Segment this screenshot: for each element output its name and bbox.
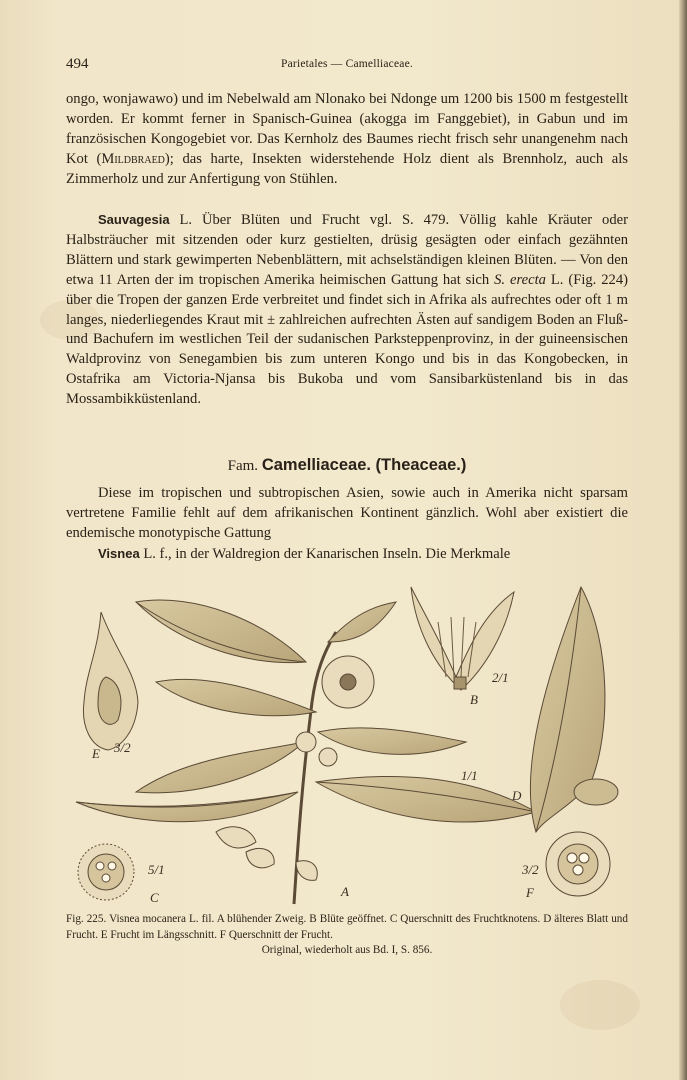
leaf-and-fruit-d [530, 587, 618, 832]
figure-scale-f: 3/2 [522, 862, 539, 877]
paragraph-visnea [66, 544, 628, 565]
figure-label-e: E [92, 746, 100, 761]
family-name: Camelliaceae. (Theaceae.) [261, 456, 467, 474]
family-prefix: Fam. [227, 458, 259, 474]
figure-label-b: B [470, 692, 478, 707]
figure-caption [66, 912, 628, 959]
page-header [66, 56, 628, 74]
branch-a-drawing [76, 600, 536, 904]
figure-label-a: A [341, 884, 349, 899]
figure-scale-b: 2/1 [492, 670, 509, 685]
paragraph-visnea-continuation [66, 90, 628, 190]
genus-name: Sauvagesia [98, 212, 170, 227]
paragraph-text: L. Über Blüten und Frucht vgl. S. 479. Völlig kahle Kräuter oder Halbsträucher mit sitzenden oder kurz gestielten, drüsig gesägten oder einfach gezähnten Blättern und stark gewimperten Nebenblättern, mit achselständigen kleinen Blüten. — Von den etwa 11 Arten der im tropischen Amerika heimischen Gattung hat sich [66, 212, 628, 288]
fruit-longitudinal-section-e [83, 612, 138, 750]
figure-scale-e: 3/2 [114, 740, 131, 755]
paragraph-sauvagesia [66, 210, 628, 410]
page-edge-shadow [679, 0, 687, 1080]
botanical-figure [66, 582, 632, 910]
paragraph-text-end: ); das harte, Insekten widerstehende Holz dient als Brennholz, auch als Zimmerholz und zur Anfertigung von Stühlen. [66, 150, 628, 187]
genus-name: Visnea [98, 546, 140, 561]
botanical-illustration [66, 582, 632, 910]
paragraph-text: ongo, wonjawawo) und im Nebelwald am Nlonako bei Ndonge um 1200 bis 1500 m festgestellt worden. Er kommt ferner in Spanisch-Guinea (akogga im Fanggebiet), in Gabun und im französischen Kongogebiet vor. Das Kernholz des Baumes riecht frisch sehr unangenehm nach Kot ( [66, 91, 628, 167]
paragraph-family-description: Diese im tropischen und subtropischen Asien, sowie auch in Amerika nicht sparsam vertretene Familie fehlt auf dem afrikanischen Kontinent gänzlich. Wohl aber existiert die endemische monotypische Gattung [66, 485, 628, 541]
figure-label-c: C [150, 890, 159, 905]
caption-text: Fig. 225. Visnea mocanera L. fil. A blühender Zweig. B Blüte geöffnet. C Querschnitt des Fruchtknotens. D älteres Blatt und Frucht. E Frucht im Längsschnitt. F Querschnitt der Frucht. [66, 913, 628, 941]
caption-source: Original, wiederholt aus Bd. I, S. 856. [261, 944, 433, 956]
paragraph-text: L. f., in der Waldregion der Kanarischen Inseln. Die Merkmale [139, 546, 511, 562]
page-number: 494 [66, 56, 89, 72]
figure-label-f: F [526, 885, 534, 900]
paper-stain [560, 980, 640, 1030]
figure-scale-c: 5/1 [148, 862, 165, 877]
species-name: S. erecta [494, 271, 546, 288]
ovary-cross-section-c [78, 844, 134, 900]
figure-scale-a: 1/1 [461, 768, 478, 783]
author-name: Mildbraed [101, 150, 165, 167]
fruit-cross-section-f [546, 832, 610, 896]
family-heading [66, 456, 628, 475]
figure-label-d: D [512, 788, 522, 803]
paragraph-text: L. (Fig. 224) über die Tropen der ganzen Erde verbreitet und findet sich in Afrika als aufrechtes oder oft 1 m langes, niederliegendes Kraut mit ± zahlreichen aufrechten Ästen auf sandigem Boden an Fluß- und Bachufern im westlichen Teil der sudanischen Parksteppenprovinz, in der guineensischen Waldprovinz von Senegambien bis zum unteren Kongo und bis in das Kongobecken, in Ostafrika am Victoria-Njansa bis Bukoba und vom Sansibarküstenland bis in das Mossambikküstenland. [66, 271, 628, 408]
running-title: Parietales — Camelliaceae. [281, 58, 413, 70]
